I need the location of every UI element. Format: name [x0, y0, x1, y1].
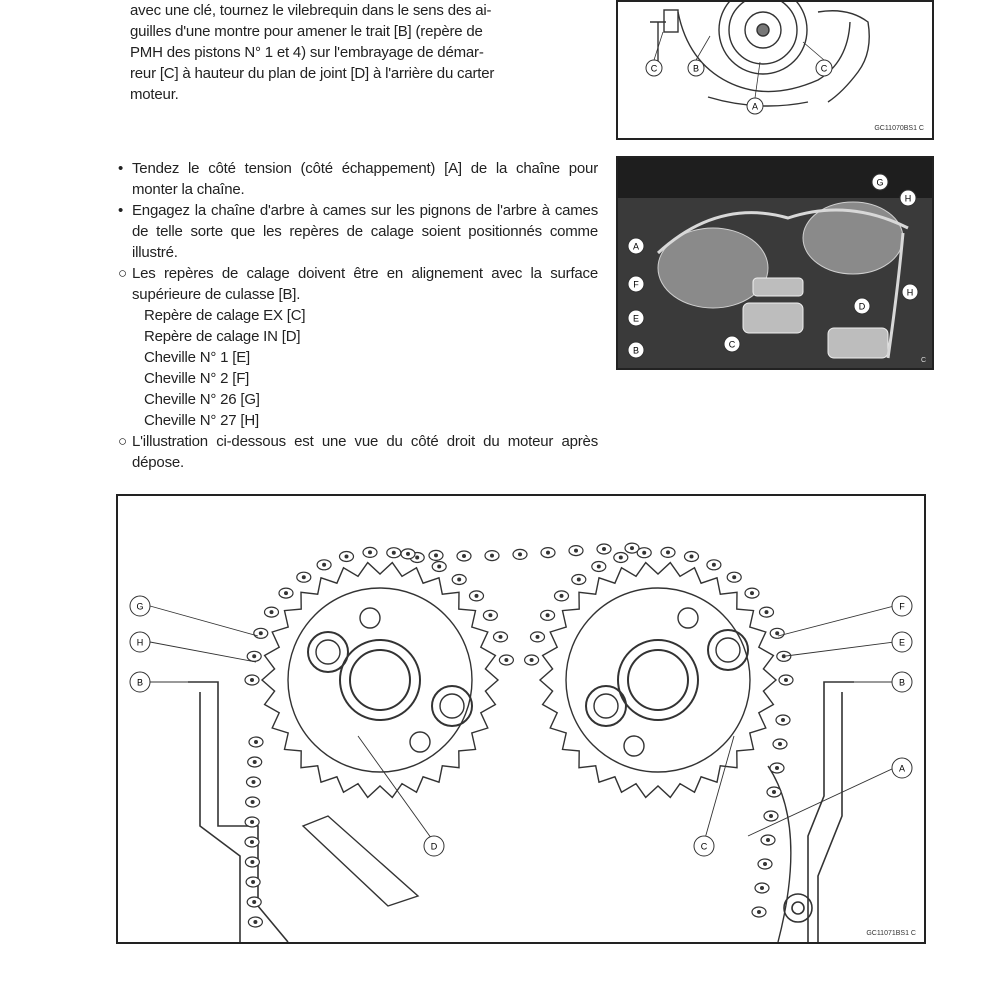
chain-pin	[322, 563, 326, 567]
chain-pin	[760, 886, 764, 890]
callout-label: A	[898, 763, 906, 774]
callout-label: C	[700, 841, 708, 852]
chain-pin	[782, 654, 786, 658]
callout-label: G	[136, 601, 144, 612]
chain-pin	[457, 578, 461, 582]
figure-code: GC11071BS1 C	[866, 930, 916, 937]
legend-item: Cheville N° 2 [F]	[144, 370, 250, 387]
chain-pin	[252, 654, 256, 658]
chain-pin	[775, 766, 779, 770]
chain-pin	[462, 554, 466, 558]
chain-pin	[270, 610, 274, 614]
timing-chain-drawing	[118, 496, 924, 942]
dowel-pin	[678, 608, 698, 628]
chain-pin	[250, 840, 254, 844]
starter-clutch-drawing	[618, 2, 932, 138]
legend-item: Cheville N° 26 [G]	[144, 391, 260, 408]
intake-sprocket	[540, 563, 776, 798]
sprocket-hub	[340, 640, 420, 720]
sprocket-bore	[350, 650, 410, 710]
intro-line: avec une clé, tournez le vilebrequin dans le sens des ai-	[130, 2, 492, 19]
sprocket-bolt-inner	[440, 694, 464, 718]
sprocket-hub	[618, 640, 698, 720]
instruction-bullet	[118, 158, 598, 200]
chain-pin	[642, 551, 646, 555]
callout-label: D	[858, 301, 866, 312]
chain-pin	[252, 780, 256, 784]
chain-pin	[766, 838, 770, 842]
instruction-note	[118, 431, 598, 473]
sprocket-teeth	[540, 563, 776, 798]
sprocket-bolt	[308, 632, 348, 672]
chain-pin	[253, 920, 257, 924]
chain-pin	[560, 594, 564, 598]
sprocket-bolt	[432, 686, 472, 726]
legend-item: Repère de calage IN [D]	[144, 328, 301, 345]
sprocket-bolt	[708, 630, 748, 670]
dowel-pin	[410, 732, 430, 752]
bullet-mark: •	[118, 160, 124, 177]
chain-pin	[488, 613, 492, 617]
callout-label: C	[728, 339, 736, 350]
intro-line: moteur.	[130, 86, 179, 103]
chain-pin	[251, 880, 255, 884]
callout-label: F	[899, 601, 905, 612]
legend-item: Cheville N° 1 [E]	[144, 349, 250, 366]
figure-code: C	[920, 357, 926, 364]
chain-pin	[577, 578, 581, 582]
legend-item: Cheville N° 27 [H]	[144, 412, 259, 429]
chain-pin	[254, 740, 258, 744]
callout-label: E	[898, 637, 906, 648]
sprocket-ring	[566, 588, 750, 772]
intro-line: PMH des pistons N° 1 et 4) sur l'embrayage de démar-	[130, 44, 484, 61]
bullet-mark: •	[118, 202, 124, 219]
note-mark: ○	[118, 433, 127, 450]
dowel-pin	[624, 736, 644, 756]
chain-pin	[250, 820, 254, 824]
chain-pin	[504, 658, 508, 662]
chain-pin	[253, 760, 257, 764]
chain-pin	[772, 790, 776, 794]
chain-pin	[690, 555, 694, 559]
callout-label: C	[650, 63, 658, 74]
chain-pin	[597, 565, 601, 569]
chain-pin	[763, 862, 767, 866]
sprocket-bolt-inner	[594, 694, 618, 718]
callout-label: B	[692, 63, 700, 74]
callout-label: G	[876, 177, 884, 188]
callout-label: A	[751, 101, 759, 112]
sprockets-group	[262, 563, 776, 798]
chain-pin	[252, 900, 256, 904]
chain-pin	[490, 554, 494, 558]
chain-pin	[415, 556, 419, 560]
callout-label: C	[820, 63, 828, 74]
chain-pin	[530, 658, 534, 662]
callout-label: H	[906, 287, 914, 298]
chain-pin	[769, 814, 773, 818]
callout-label: B	[898, 677, 906, 688]
sprocket-bore	[628, 650, 688, 710]
chain-pin	[775, 631, 779, 635]
chain-pin	[437, 565, 441, 569]
intro-line: reur [C] à hauteur du plan de joint [D] à l'arrière du carter	[130, 65, 495, 82]
timing-chain	[245, 543, 793, 927]
exhaust-sprocket	[262, 563, 498, 798]
chain-pin	[499, 635, 503, 639]
chain-pin	[536, 635, 540, 639]
sprocket-teeth	[262, 563, 498, 798]
intro-paragraph	[130, 0, 598, 105]
chain-pin	[619, 556, 623, 560]
chain-pin	[284, 591, 288, 595]
chain-pin	[732, 575, 736, 579]
chain-pin	[781, 718, 785, 722]
note-mark: ○	[118, 265, 127, 282]
timing-chain-diagram	[116, 494, 926, 944]
sprocket-bolt	[586, 686, 626, 726]
instruction-text: L'illustration ci-dessous est une vue du côté droit du moteur après dépose.	[132, 433, 598, 471]
callout-label: H	[136, 637, 144, 648]
chain-pin	[666, 550, 670, 554]
instruction-note	[118, 263, 598, 305]
chain-pin	[518, 552, 522, 556]
callout-label: B	[632, 345, 640, 356]
starter-clutch-figure	[616, 0, 934, 140]
diagram-callouts	[130, 596, 912, 856]
figure-code: GC11070BS1 C	[874, 125, 924, 132]
chain-pin	[630, 546, 634, 550]
chain-pin	[475, 594, 479, 598]
chain-pin	[302, 575, 306, 579]
chain-pin	[392, 551, 396, 555]
chain-pin	[406, 552, 410, 556]
chain-pin	[259, 631, 263, 635]
sprocket-bolt-inner	[316, 640, 340, 664]
callout-label: E	[632, 313, 640, 324]
chain-pin	[251, 800, 255, 804]
chain-pin	[546, 613, 550, 617]
callout-label: B	[136, 677, 144, 688]
callout-label: D	[430, 841, 438, 852]
sprocket-bolt-inner	[716, 638, 740, 662]
callout-label: H	[904, 193, 912, 204]
chain-pin	[434, 553, 438, 557]
chain-pin	[784, 678, 788, 682]
instruction-text: Tendez le côté tension (côté échappement) [A] de la chaîne pour monter la chaîne.	[132, 160, 598, 198]
instructions-list	[118, 158, 598, 473]
legend-item: Repère de calage EX [C]	[144, 307, 306, 324]
chain-pin	[368, 550, 372, 554]
chain-pin	[712, 563, 716, 567]
instruction-text: Les repères de calage doivent être en alignement avec la surface supérieure de culasse [B].	[132, 265, 598, 303]
chain-pin	[250, 860, 254, 864]
callout-label: F	[633, 279, 639, 290]
cylinder-head-right	[784, 682, 854, 942]
chain-pin	[345, 555, 349, 559]
chain-pin	[765, 610, 769, 614]
chain-pin	[757, 910, 761, 914]
instruction-bullet	[118, 200, 598, 263]
chain-pin	[750, 591, 754, 595]
chain-pin	[602, 547, 606, 551]
callout-label: A	[632, 241, 640, 252]
instruction-text: Engagez la chaîne d'arbre à cames sur les pignons de l'arbre à cames de telle sorte que les repères de calage soient positionnés comme illustré.	[132, 202, 598, 261]
chain-pin	[778, 742, 782, 746]
dowel-pin	[360, 608, 380, 628]
camshaft-photo-drawing	[618, 158, 932, 368]
chain-pin	[546, 551, 550, 555]
chain-pin	[250, 678, 254, 682]
chain-pin	[574, 549, 578, 553]
cylinder-head-left	[188, 682, 288, 942]
camshaft-photo	[616, 156, 934, 370]
intro-line: guilles d'une montre pour amener le trait [B] (repère de	[130, 23, 483, 40]
